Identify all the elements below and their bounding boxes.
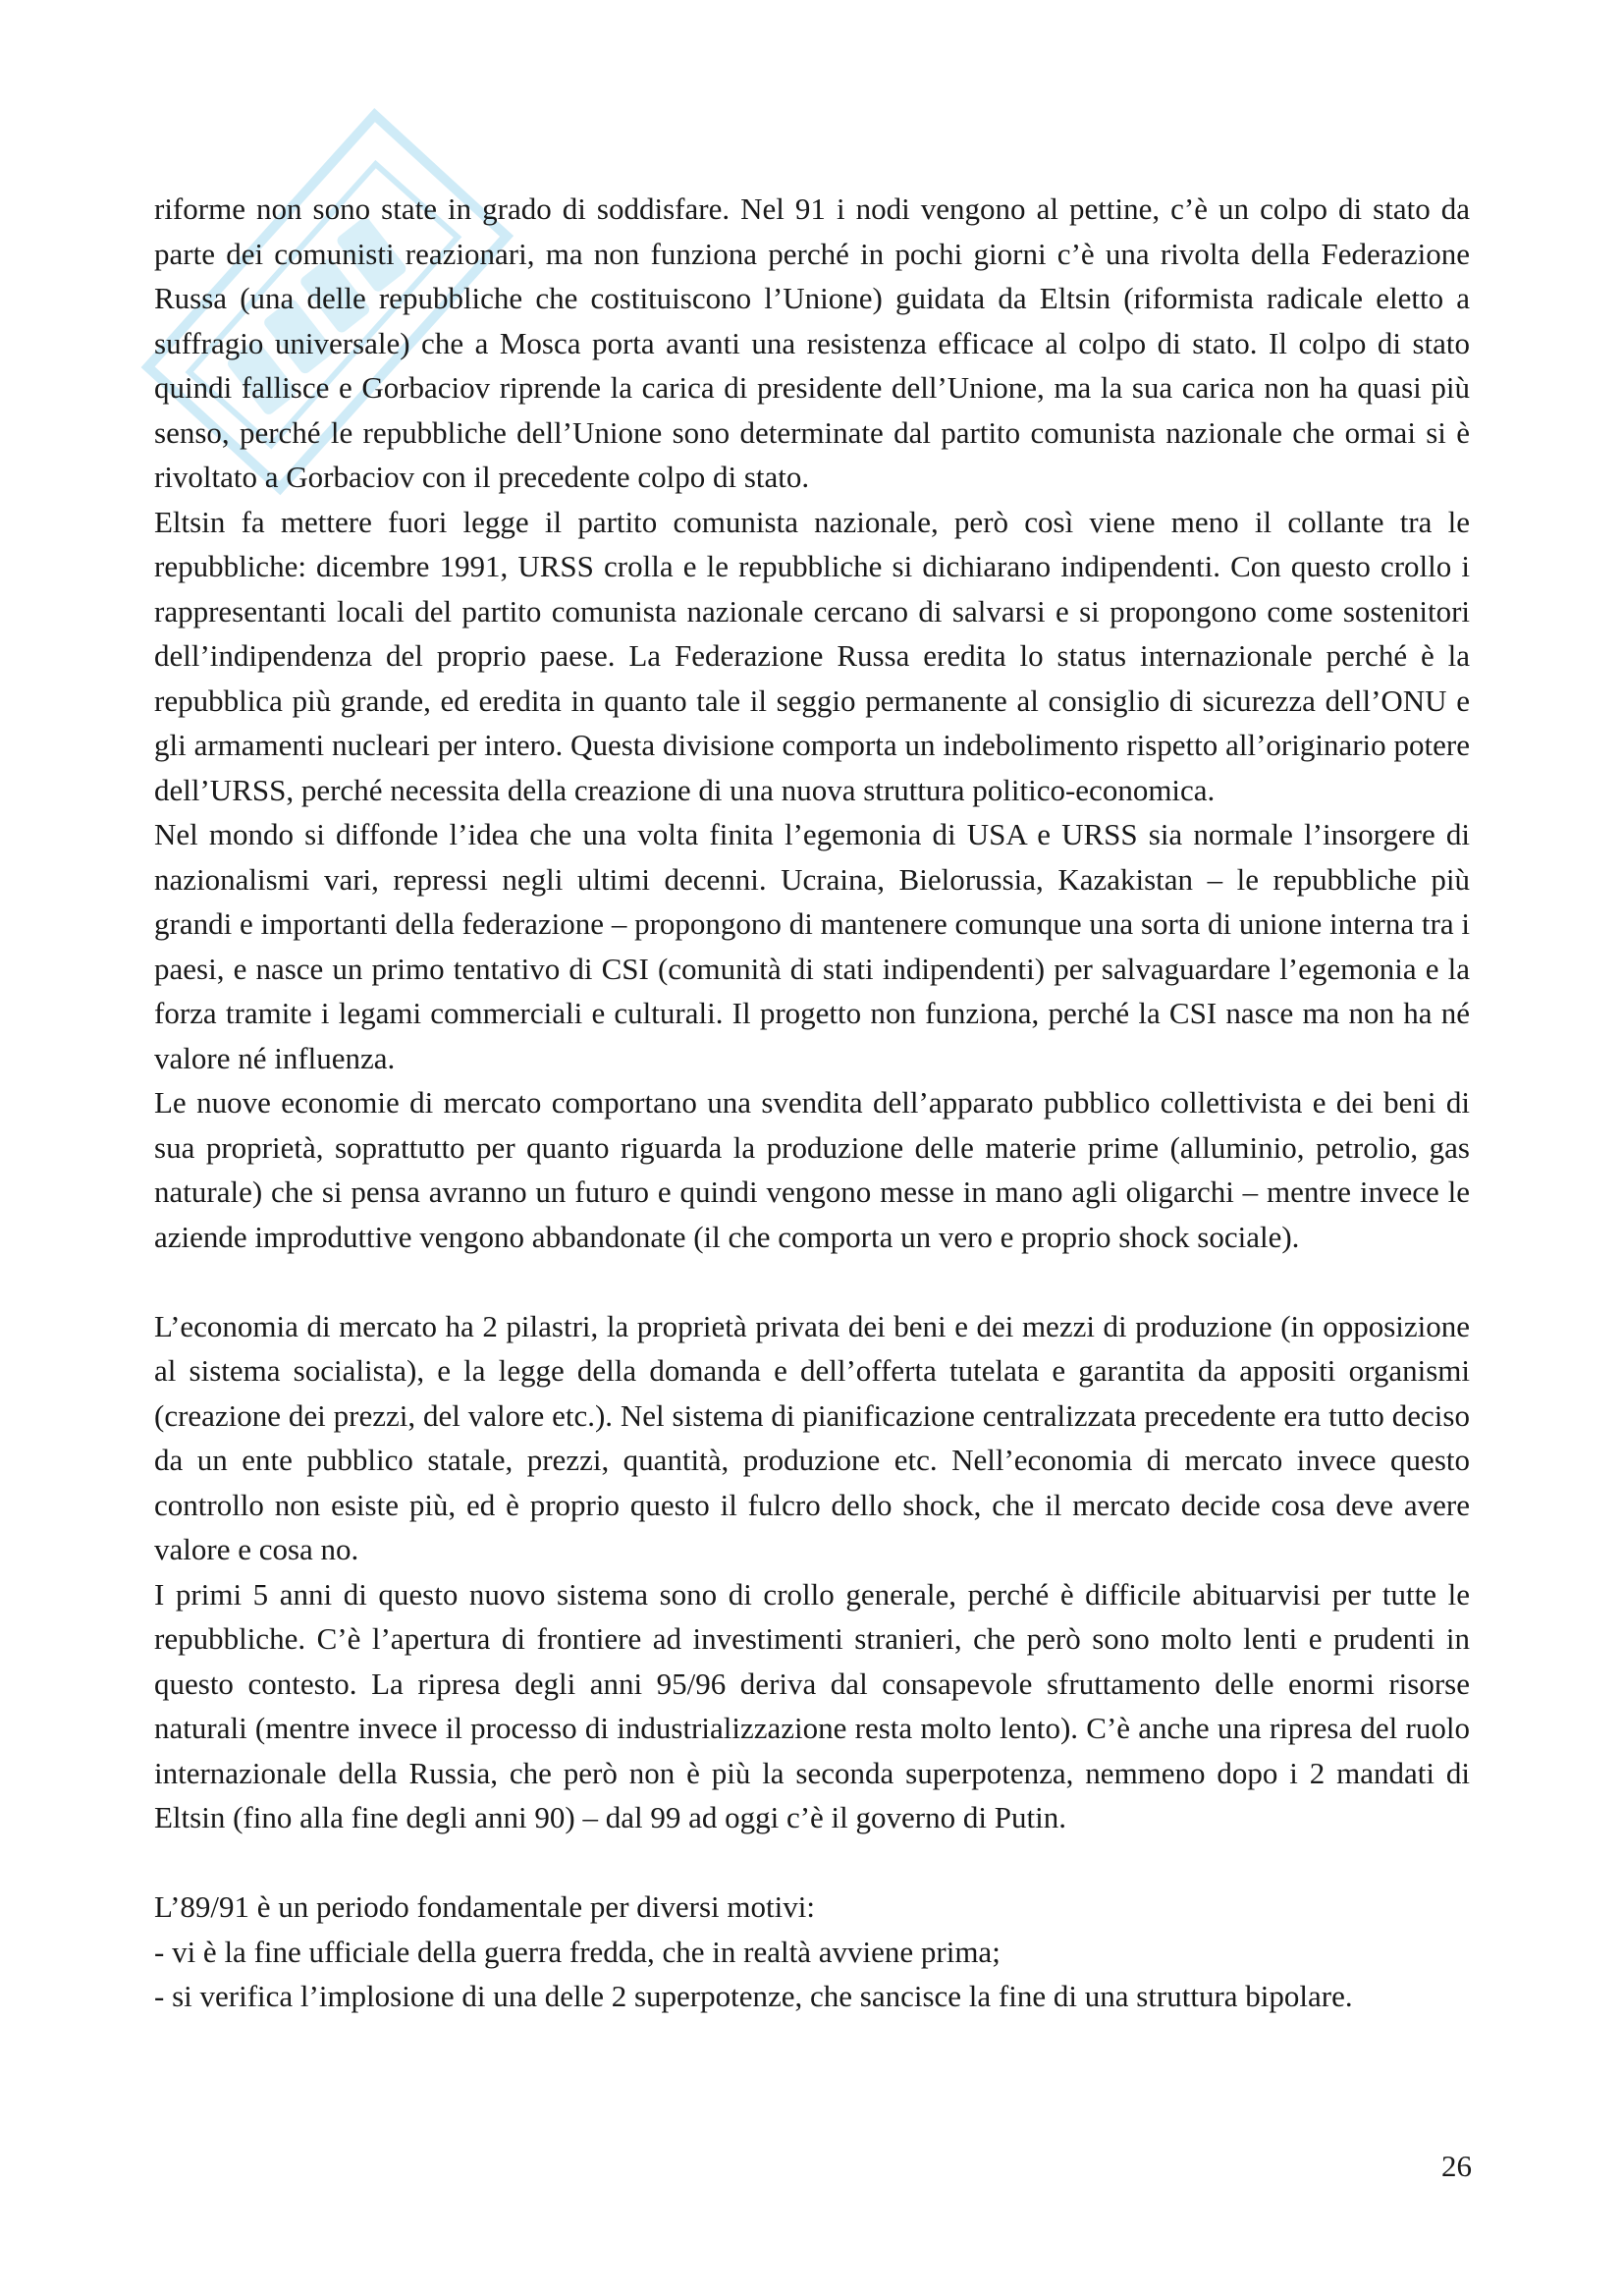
paragraph-gorbaciov-coup: riforme non sono state in grado di soddisfare. Nel 91 i nodi vengono al pettine, c’è un colpo di stato da parte dei comunisti reazionari, ma non funziona perché in pochi giorni c’è una rivolta della Federazione Russa (una delle repubbliche che costituiscono l’Unione) guidata da Eltsin (riformista radicale eletto a suffragio universale) che a Mosca porta avanti una resistenza efficace al colpo di stato. Il colpo di stato quindi fallisce e Gorbaciov riprende la carica di presidente dell’Unione, ma la sua carica non ha quasi più senso, perché le repubbliche dell’Unione sono determinate dal partito comunista nazionale che ormai si è rivoltato a Gorbaciov con il precedente colpo di stato. [154,191,1470,494]
list-item: - si verifica l’implosione di una delle 2 superpotenze, che sancisce la fine di una struttura bipolare. [154,1979,1353,2013]
body-text [154,187,1470,2019]
paragraph-89-91-intro: L’89/91 è un periodo fondamentale per diversi motivi: [154,1889,815,1924]
list-item: - vi è la fine ufficiale della guerra fredda, che in realtà avviene prima; [154,1934,1001,1969]
paragraph-market-pillars: L’economia di mercato ha 2 pilastri, la proprietà privata dei beni e dei mezzi di produzione (in opposizione al sistema socialista), e la legge della domanda e dell’offerta tutelata e garantita da appositi organismi (creazione dei prezzi, del valore etc.). Nel sistema di pianificazione centralizzata precedente era tutto deciso da un ente pubblico statale, prezzi, quantità, produzione etc. Nell’economia di mercato invece questo controllo non esiste più, ed è proprio questo il fulcro dello shock, che il mercato decide cosa deve avere valore e cosa no. [154,1308,1470,1566]
paragraph-first-five-years: I primi 5 anni di questo nuovo sistema sono di crollo generale, perché è difficile abituarvisi per tutte le repubbliche. C’è l’apertura di frontiere ad investimenti stranieri, che però sono molto lenti e prudenti in questo contesto. La ripresa degli anni 95/96 deriva dal consapevole sfruttamento delle enormi risorse naturali (mentre invece il processo di industrializzazione resta molto lento). C’è anche una ripresa del ruolo internazionale della Russia, che però non è più la seconda superpotenza, nemmeno dopo i 2 mandati di Eltsin (fino alla fine degli anni 90) – dal 99 ad oggi c’è il governo di Putin. [154,1576,1470,1834]
paragraph-market-economies: Le nuove economie di mercato comportano una svendita dell’apparato pubblico collettivista e dei beni di sua proprietà, soprattutto per quanto riguarda la produzione delle materie prime (alluminio, petrolio, gas naturale) che si pensa avranno un futuro e quindi vengono messe in mano agli oligarchi – mentre invece le aziende improduttive vengono abbandonate (il che comporta un vero e proprio shock sociale). [154,1085,1470,1254]
paragraph-csi: Nel mondo si diffonde l’idea che una volta finita l’egemonia di USA e URSS sia normale l’insorgere di nazionalismi vari, repressi negli ultimi decenni. Ucraina, Bielorussia, Kazakistan – le repubbliche più grandi e importanti della federazione – propongono di mantenere comunque una sorta di unione interna tra i paesi, e nasce un primo tentativo di CSI (comunità di stati indipendenti) per salvaguardare l’egemonia e la forza tramite i legami commerciali e culturali. Il progetto non funziona, perché la CSI nasce ma non ha né valore né influenza. [154,817,1470,1075]
paragraph-urss-collapse: Eltsin fa mettere fuori legge il partito comunista nazionale, però così viene meno il collante tra le repubbliche: dicembre 1991, URSS crolla e le repubbliche si dichiarano indipendenti. Con questo crollo i rappresentanti locali del partito comunista nazionale cercano di salvarsi e si propongono come sostenitori dell’indipendenza del proprio paese. La Federazione Russa eredita lo status internazionale perché è la repubblica più grande, ed eredita in quanto tale il seggio permanente al consiglio di sicurezza dell’ONU e gli armamenti nucleari per intero. Questa divisione comporta un indebolimento rispetto all’originario potere dell’URSS, perché necessita della creazione di una nuova struttura politico-economica. [154,504,1470,807]
page-number: 26 [1441,2149,1472,2183]
